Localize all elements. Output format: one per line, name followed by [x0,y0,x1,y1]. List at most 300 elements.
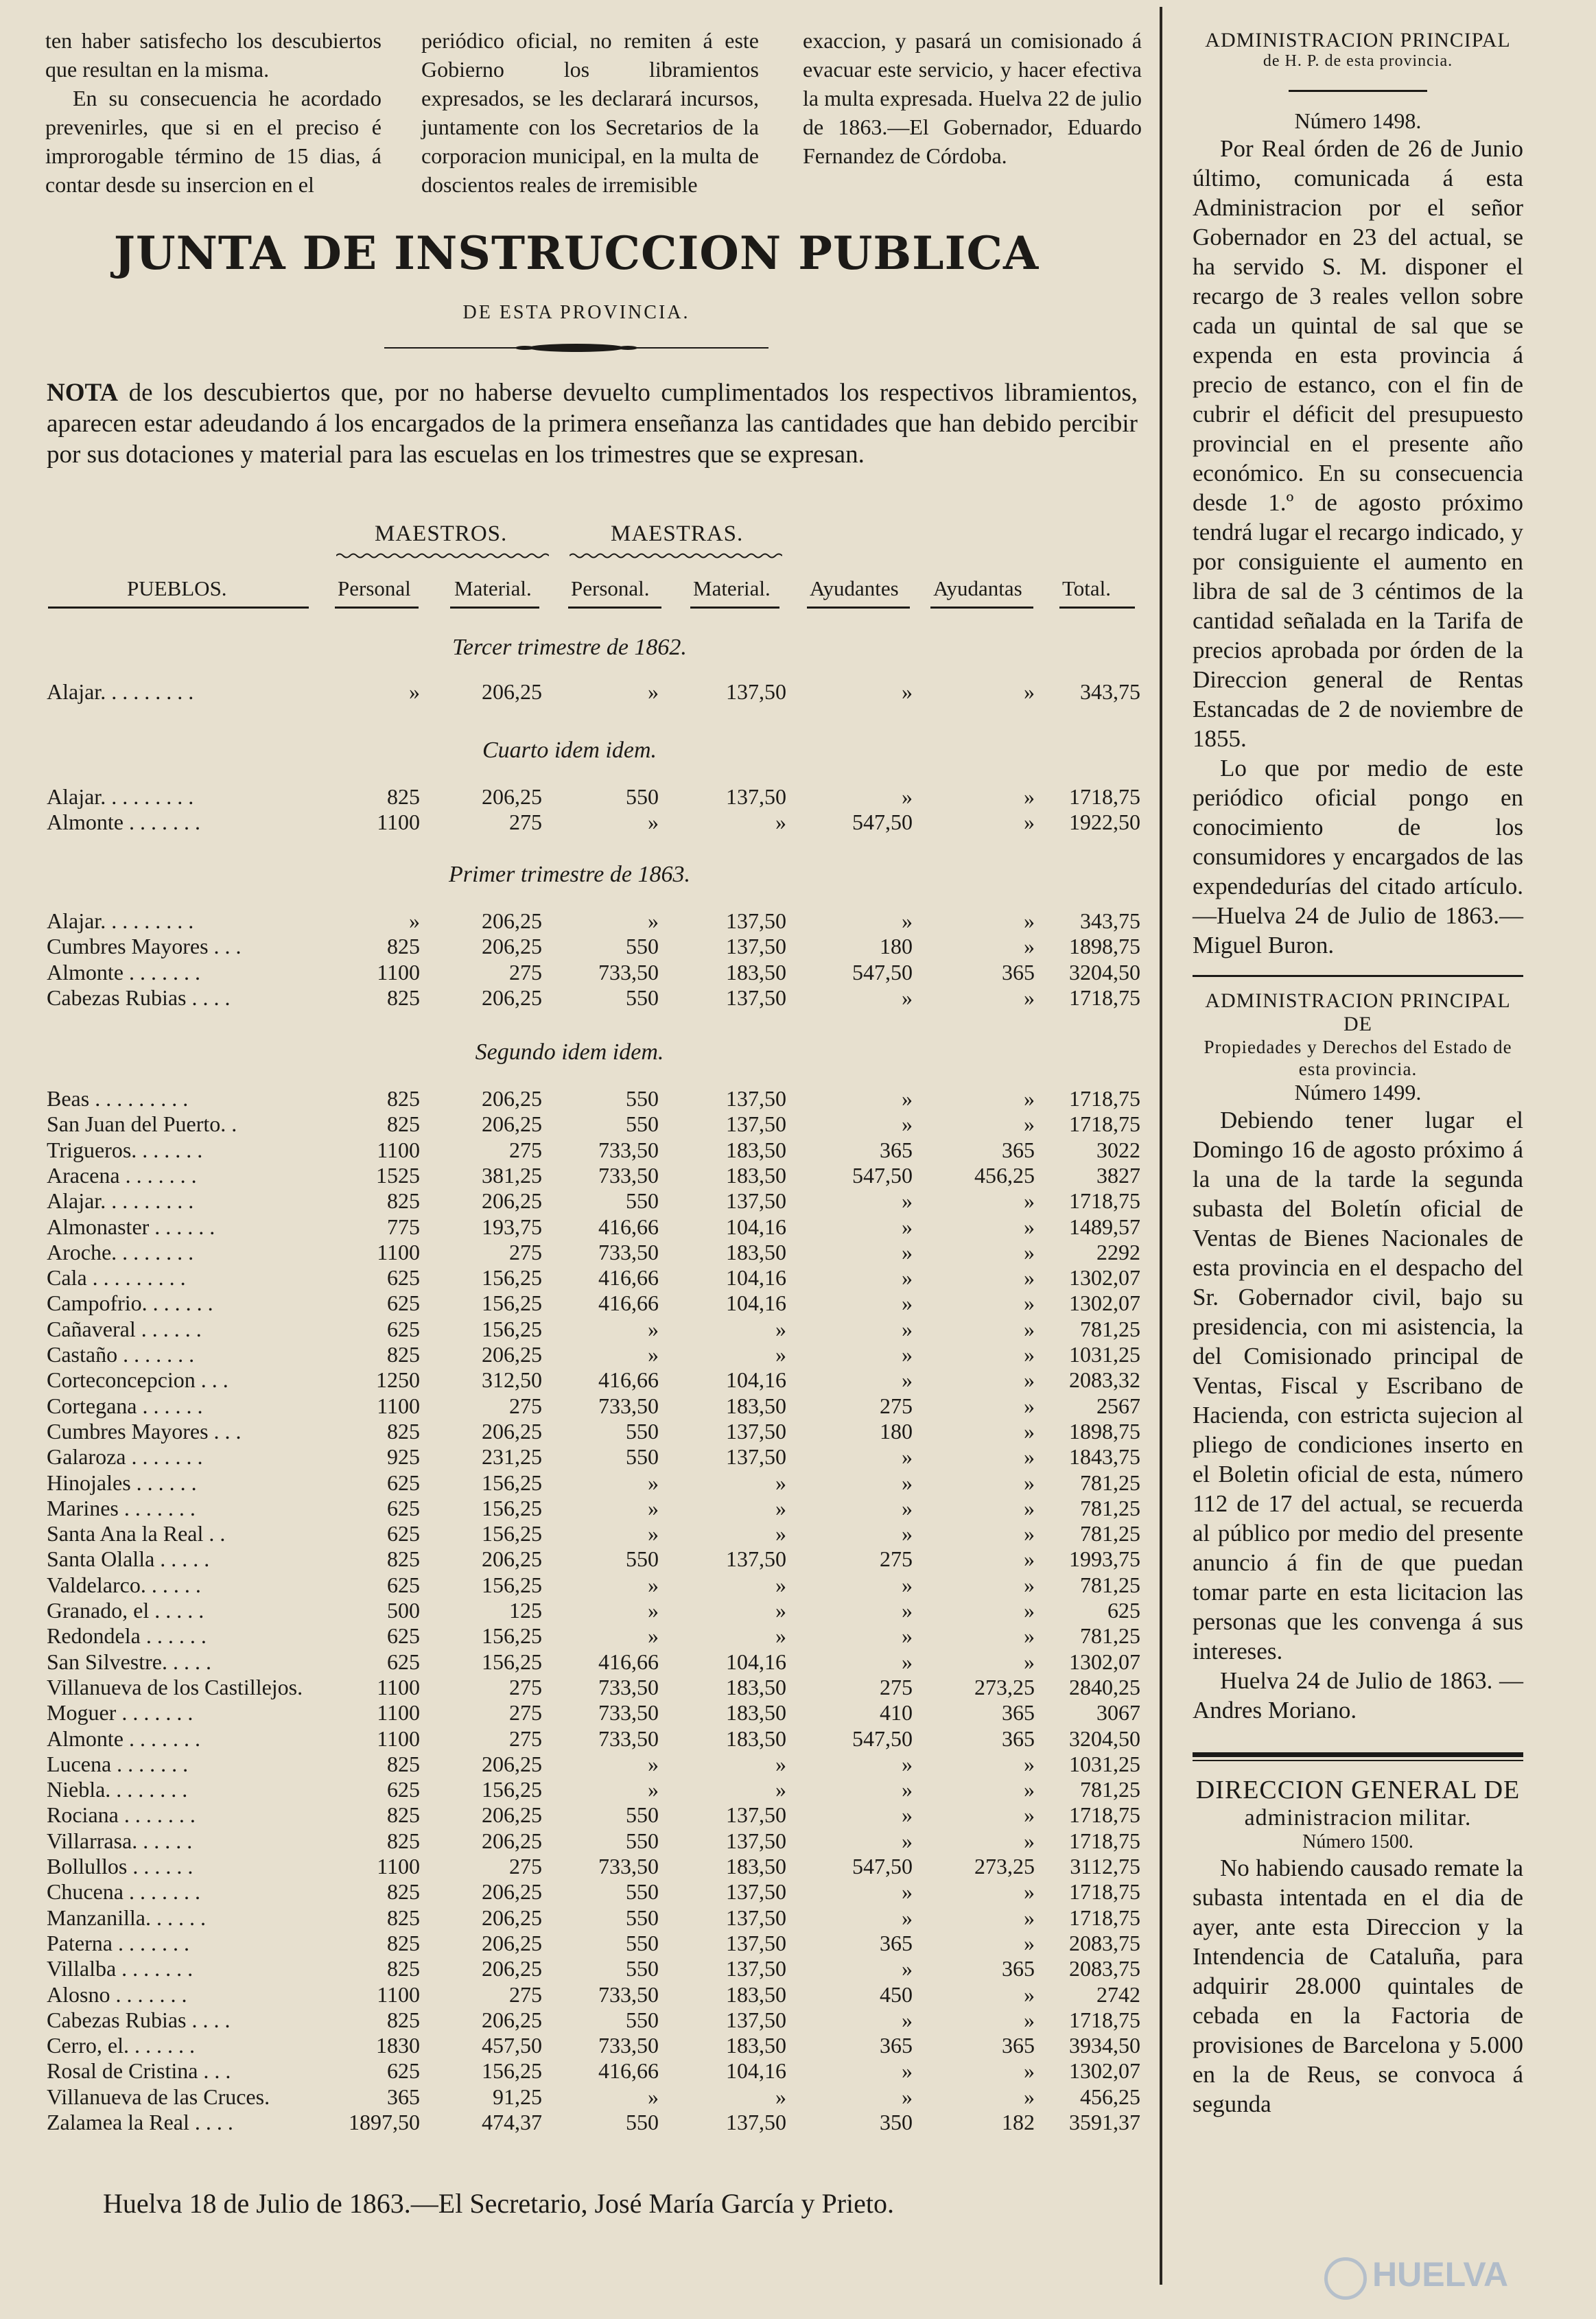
column-separator [1160,7,1162,2285]
cell-pueblo: Marines . . . . . . . [47,1495,196,1520]
cell-value: 1718,75 [1069,1802,1140,1828]
cell-value: 733,50 [598,1674,659,1699]
cell-value: 1031,25 [1069,1751,1140,1776]
cell-value: 474,37 [482,2110,542,2134]
cell-value: 365 [880,1137,913,1162]
cell-value: 206,25 [482,1905,542,1930]
header-material-maestros: Material. [454,576,532,600]
cell-value: 550 [626,1802,659,1828]
cell-value: 625 [387,1521,420,1546]
cell-value: 550 [626,2110,659,2134]
top-col3-p1: exaccion, y pasará un comisionado á evacuar este servicio, y hacer efectiva la multa expresada. Huelva 22 de julio de 1863.—El Gobernador, Eduardo Fernandez de Córdoba. [803,28,1142,168]
cell-value: 206,25 [482,1828,542,1853]
cell-value: 825 [387,985,420,1010]
cell-value: 625 [387,1470,420,1495]
junta-title: JUNTA DE INSTRUCCION PUBLICA [113,226,1040,280]
cell-value: » [902,679,913,704]
cell-value: 137,50 [726,679,786,704]
cell-value: 416,66 [598,1265,659,1291]
cell-value: » [902,1802,913,1828]
cell-value: 183,50 [726,1137,786,1162]
cell-value: 3204,50 [1069,1726,1140,1751]
junta-subtitle: DE ESTA PROVINCIA. [462,302,690,323]
cell-value: » [902,1111,913,1137]
cell-value: 781,25 [1080,1316,1140,1341]
cell-value: 156,25 [482,1265,542,1291]
table-row [0,1777,1153,1802]
cell-value: 180 [880,934,913,959]
junta-signature: Huelva 18 de Julio de 1863.—El Secretario, José María García y Prieto. [103,2188,895,2219]
cell-pueblo: Niebla. . . . . . . . [47,1777,188,1802]
cell-value: » [902,1342,913,1367]
table-row [0,1802,1153,1828]
cell-value: 1897,50 [349,2110,420,2134]
table-row [0,1240,1153,1265]
cell-value: 781,25 [1080,1495,1140,1520]
cell-value: 2083,32 [1069,1367,1140,1393]
maestras-brace [570,552,782,559]
cell-value: 231,25 [482,1444,542,1470]
cell-value: » [409,679,420,704]
cell-value: » [902,1956,913,1981]
cell-value: 781,25 [1080,1521,1140,1546]
table-row [0,679,1153,705]
cell-value: » [648,1521,659,1546]
cell-value: 781,25 [1080,1470,1140,1495]
admin1-body [1193,134,1523,960]
cell-value: 206,25 [482,2007,542,2032]
table-row [0,1521,1153,1546]
cell-value: 733,50 [598,1162,659,1188]
cell-value: » [648,1777,659,1802]
table-row [0,1291,1153,1316]
cell-value: 547,50 [852,1854,913,1879]
cell-value: 275 [509,810,542,835]
nota-lead: NOTA [47,379,119,407]
table-row [0,2084,1153,2110]
cell-value: 3934,50 [1069,2033,1140,2058]
cell-value: 1100 [377,1393,420,1418]
cell-value: » [648,1316,659,1341]
cell-pueblo: Cabezas Rubias . . . . [47,2007,231,2032]
cell-value: 365 [1002,1726,1035,1751]
cell-value: 275 [509,1981,542,2007]
cell-value: 550 [626,1930,659,1955]
cell-value: 183,50 [726,959,786,985]
admin1-p2: Lo que por medio de este periódico oficial pongo en conocimiento de los consumidores y encargados de las expendedurías del citado artículo.—Huelva 24 de Julio de 1863.—Miguel Buron. [1193,755,1523,958]
divider-thick [1193,1752,1523,1757]
cell-pueblo: Cerro, el. . . . . . . [47,2033,195,2058]
cell-value: 416,66 [598,1214,659,1239]
admin2-subheading: Propiedades y Derechos del Estado de esta provincia. [1204,1037,1512,1079]
cell-value: 2083,75 [1069,1930,1140,1955]
cell-value: » [1024,908,1035,933]
cell-value: » [1024,1981,1035,2007]
cell-value: 206,25 [482,985,542,1010]
top-col1-p1: ten haber satisfecho los descubiertos que resultan en la misma. [45,28,382,82]
cell-value: 825 [387,1879,420,1905]
cell-value: 733,50 [598,1726,659,1751]
cell-value: 137,50 [726,1879,786,1905]
table-row [0,985,1153,1011]
cell-value: » [775,1470,786,1495]
table-row [0,908,1153,934]
divider [1289,90,1427,92]
cell-value: » [648,1751,659,1776]
cell-value: » [902,2007,913,2032]
table-row [0,1598,1153,1623]
cell-value: 137,50 [726,1188,786,1214]
section-title: Segundo idem idem. [475,1039,664,1065]
cell-value: » [1024,1444,1035,1470]
cell-pueblo: Chucena . . . . . . . [47,1879,200,1905]
cell-value: 156,25 [482,1521,542,1546]
cell-value: 1302,07 [1069,1265,1140,1291]
cell-value: 183,50 [726,1726,786,1751]
cell-value: » [775,2084,786,2109]
cell-value: 206,25 [482,1111,542,1137]
cell-value: 1100 [377,1137,420,1162]
cell-value: » [1024,1214,1035,1239]
cell-pueblo: Rosal de Cristina . . . [47,2058,231,2084]
cell-value: 156,25 [482,2058,542,2084]
cell-value: 3022 [1096,1137,1140,1162]
cell-value: 1302,07 [1069,1291,1140,1316]
cell-value: » [1024,1751,1035,1776]
admin2-number: Número 1499. [1294,1080,1422,1105]
cell-value: 1718,75 [1069,1879,1140,1905]
cell-pueblo: Granado, el . . . . . [47,1598,204,1623]
cell-value: 183,50 [726,1981,786,2007]
cell-pueblo: Alajar. . . . . . . . . [47,1188,194,1214]
cell-value: 1843,75 [1069,1444,1140,1470]
table-row [0,1111,1153,1137]
cell-value: 825 [387,1751,420,1776]
cell-value: 733,50 [598,1854,659,1879]
cell-value: » [775,1598,786,1623]
cell-value: 206,25 [482,1546,542,1572]
ornament-rule [384,343,768,353]
cell-value: 733,50 [598,1981,659,2007]
cell-pueblo: Galaroza . . . . . . . [47,1444,203,1470]
cell-value: 1993,75 [1069,1546,1140,1572]
table-row [0,1188,1153,1214]
table-row [0,1854,1153,1879]
cell-value: 206,25 [482,908,542,933]
cell-pueblo: Santa Ana la Real . . [47,1521,226,1546]
cell-value: 550 [626,1111,659,1137]
cell-value: » [1024,1495,1035,1520]
admin2-p1: Debiendo tener lugar el Domingo 16 de agosto próximo á la una de la tarde la segunda subasta del Boletín oficial de Ventas de Bienes Nacionales de esta provincia en el despacho del Sr. Gobernador civil, bajo su presidencia, con mi asistencia, la del Comisionado principal de Ventas, Fiscal y Escribano de Hacienda, con estricta sujecion al pliego de condiciones inserto en el Boletin oficial de esta, número 112 de 17 del actual, se recuerda al público por medio del presente anuncio á fin de que puedan tomar parte en esta licitacion las personas que les convenga á sus intereses. [1193,1107,1523,1664]
cell-value: 550 [626,1879,659,1905]
cell-value: » [648,2084,659,2109]
cell-value: » [1024,1777,1035,1802]
cell-value: » [775,1316,786,1341]
cell-value: » [1024,784,1035,809]
table-row [0,1982,1153,2008]
cell-value: 550 [626,1086,659,1111]
cell-value: 365 [1002,1137,1035,1162]
cell-value: 365 [1002,2033,1035,2058]
right-column [1193,29,1523,2119]
cell-value: 275 [509,1700,542,1726]
cell-value: 156,25 [482,1649,542,1674]
cell-value: 275 [509,1239,542,1264]
table-row [0,1265,1153,1291]
cell-value: 825 [387,1111,420,1137]
cell-value: 825 [387,1956,420,1981]
cell-value: » [1024,1572,1035,1597]
cell-value: 416,66 [598,1291,659,1316]
table-row [0,1393,1153,1419]
cell-value: 550 [626,1188,659,1214]
cell-value: » [775,1342,786,1367]
cell-value: 206,25 [482,1956,542,1981]
admin2-body [1193,1105,1523,1725]
cell-value: 1100 [377,1239,420,1264]
watermark: HUELVA [1372,2255,1509,2294]
cell-value: 183,50 [726,1854,786,1879]
cell-value: 825 [387,784,420,809]
cell-value: 104,16 [726,2058,786,2084]
table-row [0,1573,1153,1598]
cell-value: 182 [1002,2110,1035,2134]
cell-value: » [648,908,659,933]
cell-value: 1100 [377,1981,420,2007]
cell-pueblo: Cumbres Mayores . . . [47,934,242,959]
cell-value: » [902,1470,913,1495]
cell-value: » [1024,1623,1035,1649]
admin1-p1: Por Real órden de 26 de Junio último, comunicada á esta Administracion por el señor Gobernador en 23 del actual, se ha servido S. M. disponer el recargo de 3 reales vellon sobre cada un quintal de sal que se expenda en esta provincia á precio de estanco, con el fin de cubrir el déficit del presupuesto provincial en el presente año económico. En su consecuencia desde 1.º de agosto próximo tendrá lugar el recargo indicado, y por consiguiente el aumento en libra de sal de 3 céntimos de la cantidad señalada en la Tarifa de precios aprobada por órden de la Direccion general de Rentas Estancadas de 2 de noviembre de 1855. [1193,135,1523,752]
cell-value: 206,25 [482,1751,542,1776]
cell-value: 2567 [1096,1393,1140,1418]
header-ayudantas: Ayudantas [933,576,1022,600]
cell-value: 3067 [1096,1700,1140,1726]
table-row [0,1700,1153,1726]
cell-value: » [1024,1342,1035,1367]
cell-value: » [902,1495,913,1520]
cell-value: 206,25 [482,784,542,809]
table-row [0,1931,1153,1956]
table-row [0,960,1153,985]
cell-value: » [902,1777,913,1802]
cell-value: 625 [387,1316,420,1341]
cell-value: 625 [387,1649,420,1674]
cell-pueblo: Trigueros. . . . . . . [47,1137,203,1162]
cell-value: » [1024,1546,1035,1572]
cell-value: » [1024,1367,1035,1393]
header-pueblos: PUEBLOS. [127,576,227,600]
cell-value: 1302,07 [1069,2058,1140,2084]
cell-value: 825 [387,1828,420,1853]
divider [1193,975,1523,977]
header-total: Total. [1062,576,1112,600]
cell-value: 365 [880,1930,913,1955]
cell-value: 625 [387,1623,420,1649]
top-col1-p2: En su consecuencia he acordado prevenirles, que si en el preciso é improrogable término de 15 dias, á contar desde su insercion en el [45,86,382,197]
cell-value: 137,50 [726,1418,786,1444]
cell-value: 733,50 [598,959,659,985]
nota-paragraph [47,377,1138,470]
cell-value: » [902,985,913,1010]
cell-value: » [902,1444,913,1470]
cell-value: 275 [509,1674,542,1699]
cell-value: 781,25 [1080,1623,1140,1649]
cell-value: 125 [509,1598,542,1623]
cell-value: 1830 [376,2033,420,2058]
cell-value: 547,50 [852,810,913,835]
cell-value: » [902,1623,913,1649]
table-row [0,1086,1153,1111]
cell-value: » [902,1291,913,1316]
cell-value: 825 [387,1342,420,1367]
header-underline [930,607,1033,609]
cell-pueblo: Villarrasa. . . . . . [47,1828,193,1853]
cell-value: 456,25 [974,1162,1035,1188]
table-row [0,2033,1153,2058]
cell-value: 273,25 [974,1674,1035,1699]
cell-value: 550 [626,934,659,959]
table-row [0,1546,1153,1572]
cell-value: 547,50 [852,1726,913,1751]
header-underline [568,607,661,609]
cell-value: » [1024,1930,1035,1955]
header-underline [807,607,910,609]
table-row [0,1419,1153,1444]
cell-value: 1898,75 [1069,1418,1140,1444]
header-personal-maestras: Personal. [571,576,650,600]
cell-pueblo: Cabezas Rubias . . . . [47,985,231,1010]
cell-value: 206,25 [482,1802,542,1828]
cell-value: 104,16 [726,1291,786,1316]
cell-value: 183,50 [726,1162,786,1188]
cell-value: 137,50 [726,934,786,959]
cell-value: » [1024,1470,1035,1495]
cell-value: » [1024,1649,1035,1674]
cell-pueblo: Beas . . . . . . . . . [47,1086,189,1111]
cell-value: 206,25 [482,679,542,704]
cell-value: 1898,75 [1069,934,1140,959]
cell-value: 625 [387,1572,420,1597]
cell-value: 156,25 [482,1572,542,1597]
cell-pueblo: Redondela . . . . . . [47,1623,207,1649]
admin3-number: Número 1500. [1302,1831,1413,1852]
cell-value: » [1024,1828,1035,1853]
table-row [0,1828,1153,1854]
cell-value: 547,50 [852,959,913,985]
cell-pueblo: Aracena . . . . . . . [47,1162,197,1188]
cell-value: 781,25 [1080,1572,1140,1597]
cell-value: 137,50 [726,1802,786,1828]
admin1-number: Número 1498. [1294,108,1422,133]
top-col2-p1: periódico oficial, no remiten á este Gobierno los libramientos expresados, se les declarará incursos, juntamente con los Secretarios de la corporacion municipal, en la multa de doscientos reales de irremisible [421,28,759,197]
table-row [0,1726,1153,1752]
cell-value: 1718,75 [1069,2007,1140,2032]
cell-pueblo: Cumbres Mayores . . . [47,1418,242,1444]
cell-value: 137,50 [726,1546,786,1572]
section-title: Primer trimestre de 1863. [449,862,690,887]
cell-value: » [902,784,913,809]
cell-value: 550 [626,784,659,809]
cell-pueblo: Manzanilla. . . . . . [47,1905,206,1930]
cell-value: 137,50 [726,908,786,933]
cell-value: 500 [387,1598,420,1623]
cell-value: » [1024,1802,1035,1828]
cell-value: 550 [626,1418,659,1444]
cell-value: 925 [387,1444,420,1470]
admin3-body [1193,1853,1523,2119]
cell-value: » [648,1495,659,1520]
cell-value: 2083,75 [1069,1956,1140,1981]
top-column-2 [421,26,759,199]
header-underline [335,607,419,609]
cell-pueblo: Alajar. . . . . . . . . [47,679,194,704]
cell-value: 137,50 [726,2110,786,2134]
cell-value: » [1024,1188,1035,1214]
cell-value: » [1024,1905,1035,1930]
cell-value: 137,50 [726,1086,786,1111]
cell-value: 2292 [1096,1239,1140,1264]
cell-value: » [648,1598,659,1623]
cell-value: » [1024,2007,1035,2032]
cell-value: 733,50 [598,2033,659,2058]
cell-value: 625 [1107,1598,1140,1623]
cell-value: » [775,1521,786,1546]
cell-value: 183,50 [726,1674,786,1699]
cell-value: 156,25 [482,1623,542,1649]
cell-value: 206,25 [482,934,542,959]
cell-value: » [902,1649,913,1674]
cell-value: » [902,1265,913,1291]
cell-value: » [902,1828,913,1853]
top-column-1 [45,26,382,199]
header-material-maestras: Material. [693,576,771,600]
cell-value: 733,50 [598,1239,659,1264]
cell-value: 825 [387,1418,420,1444]
cell-pueblo: Aroche. . . . . . . . [47,1239,194,1264]
cell-value: » [902,1572,913,1597]
cell-value: 183,50 [726,1393,786,1418]
cell-value: 825 [387,1905,420,1930]
cell-pueblo: Almonaster . . . . . . [47,1214,215,1239]
cell-value: 1525 [376,1162,420,1188]
cell-value: 2742 [1096,1981,1140,2007]
cell-value: 350 [880,2110,913,2134]
cell-value: » [902,2058,913,2084]
table-row [0,1138,1153,1163]
cell-value: » [1024,985,1035,1010]
group-maestros: MAESTROS. [375,521,508,546]
table-row [0,1879,1153,1905]
cell-value: 550 [626,1905,659,1930]
table-row [0,2058,1153,2084]
cell-value: 1489,57 [1069,1214,1140,1239]
cell-value: 193,75 [482,1214,542,1239]
cell-value: 1100 [377,1674,420,1699]
cell-pueblo: Rociana . . . . . . . [47,1802,196,1828]
cell-value: 1100 [377,810,420,835]
table-row [0,1367,1153,1393]
cell-value: 825 [387,2007,420,2032]
cell-value: 312,50 [482,1367,542,1393]
cell-pueblo: Moguer . . . . . . . [47,1700,193,1726]
cell-value: 550 [626,2007,659,2032]
cell-value: 183,50 [726,2033,786,2058]
cell-value: 457,50 [482,2033,542,2058]
cell-pueblo: San Juan del Puerto. . [47,1111,237,1137]
cell-value: 625 [387,1495,420,1520]
header-ayudantes: Ayudantes [810,576,899,600]
